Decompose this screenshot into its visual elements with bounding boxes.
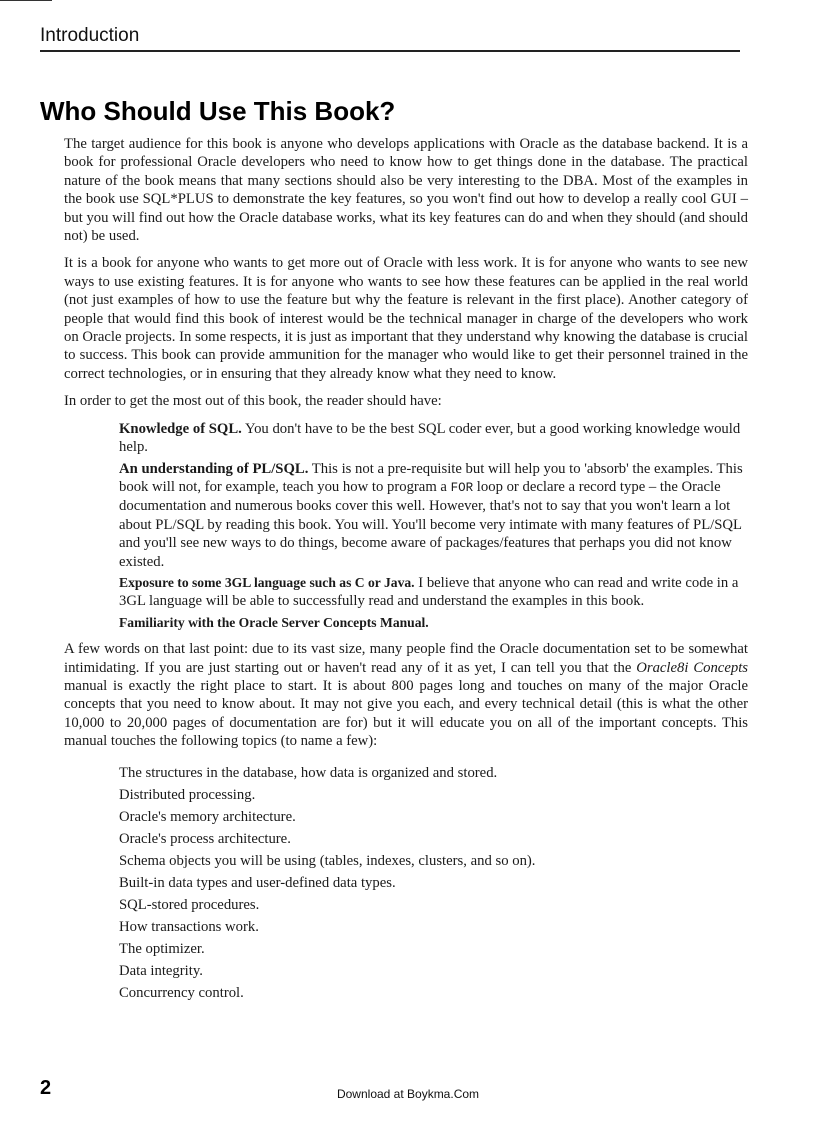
list-item [119,574,748,611]
list-item: Distributed processing. [119,786,256,803]
concepts-topics-list [64,762,748,1004]
requirement-term: Exposure to some 3GL language such as C or Java. [119,574,415,590]
section-title: Who Should Use This Book? [40,96,396,126]
paragraph-reader-should-have: In order to get the most out of this book, the reader should have: [64,393,442,410]
requirement-term: Familiarity with the Oracle Server Concepts Manual. [119,614,429,630]
concepts-text: A few words on that last point: due to its vast size, many people find the Oracle documentation set to be somewhat intimidating. If you are just starting out or haven't read any of it as yet, I can tell you that the [64,641,748,676]
list-item: Concurrency control. [119,984,244,1001]
requirement-text: I believe that anyone who can read and write code in a 3GL language will be able to successfully read and understand the examples in this book. [119,574,739,610]
list-item: SQL-stored procedures. [119,896,260,913]
reader-requirements-list [64,420,748,632]
list-item: Oracle's process architecture. [119,830,291,847]
list-item: How transactions work. [119,918,259,935]
corner-crop-mark [0,0,52,1]
running-header: Introduction [40,24,740,52]
requirement-text: You don't have to be the best SQL coder ever, but a good working knowledge would help. [119,420,741,456]
paragraph-more-out-of-oracle: It is a book for anyone who wants to get more out of Oracle with less work. It is for anyone who wants to see new ways to use existing features. It is for anyone who wants to see how these features can be applied in the real world (not just examples of how to use the feature but why the feature is relevant in the first place). Another category of people that would find this book of interest would be the technical manager in charge of the developers who work on Oracle projects. In some respects, it is just as important that they understand why knowing the database is crucial to success. This book can provide ammunition for the manager who would like to get their personnel trained in the correct technologies, or in ensuring that they already know what they need to know. [64,255,748,382]
page-number: 2 [40,1077,52,1099]
paragraph-audience: The target audience for this book is anyone who develops applications with Oracle as the database backend. It is a book for professional Oracle developers who need to know how to get things done in the database. The practical nature of the book means that many sections should also be very interesting to the DBA. Most of the examples in the book use SQL*PLUS to demonstrate the key features, so you won't find out how to develop a really cool GUI – but you will find out how the Oracle database works, what its key features can do and when they should (and should not) be used. [64,136,748,245]
list-item: The structures in the database, how data is organized and stored. [119,764,498,781]
requirement-text: This is not a pre-requisite but will help you to 'absorb' the examples. This book will not, for example, teach you how to program a [119,460,743,495]
requirement-text: loop or declare a record type – the Oracle documentation and numerous books cover this well. However, that's not to say that you won't learn a lot about PL/SQL by reading this book. You will. You'll become very intimate with many features of PL/SQL and you'll see new ways to do things, become aware of packages/features that perhaps you did not know existed. [119,478,742,570]
footer-download-note: Download at Boykma.Com [336,1087,480,1101]
list-item: The optimizer. [119,940,205,957]
list-item [119,614,748,632]
list-item: Schema objects you will be using (tables, indexes, clusters, and so on). [119,852,536,869]
list-item [119,420,748,457]
list-item: Built-in data types and user-defined data types. [119,874,396,891]
code-keyword: FOR [450,480,474,495]
list-item: Data integrity. [119,962,203,979]
concepts-text: manual is exactly the right place to start. It is about 800 pages long and touches on many of the major Oracle concepts that you need to know about. It may not give you each, and every technical detail (this is what the other 10,000 to 20,000 pages of documentation are for) but it will educate you on all of the important concepts. This manual touches the following topics (to name a few): [64,677,748,750]
list-item: Oracle's memory architecture. [119,808,296,825]
paragraph-concepts-manual [64,640,748,750]
requirement-term: Knowledge of SQL. [119,420,242,437]
requirement-term: An understanding of PL/SQL. [119,460,309,477]
book-title-italic: Oracle8i Concepts [636,659,748,676]
body-text [64,135,748,1004]
list-item [119,460,748,571]
